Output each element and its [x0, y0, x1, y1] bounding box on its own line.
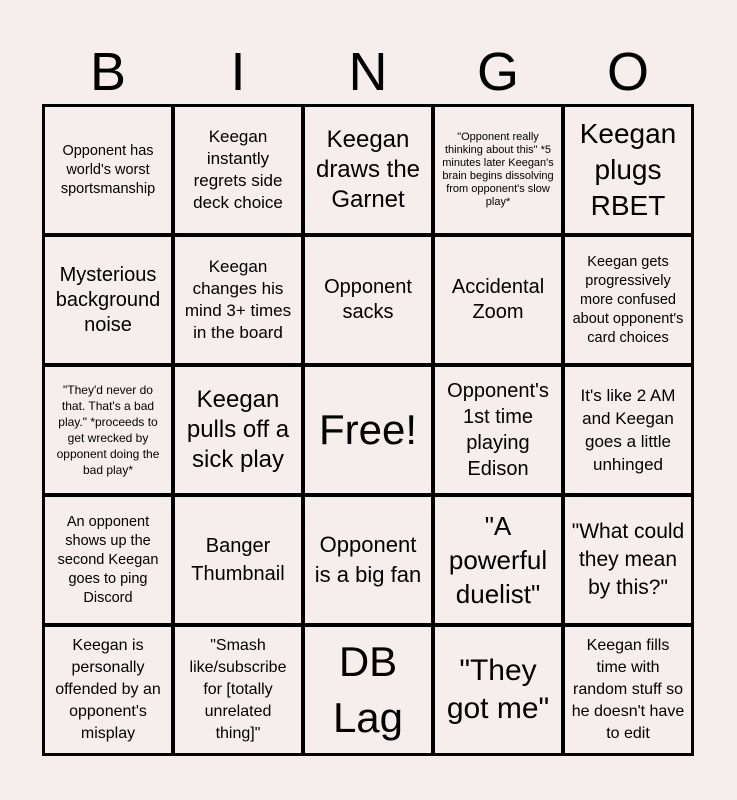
cell-text: Opponent sacks: [324, 276, 412, 323]
header-letter-i: I: [230, 42, 246, 102]
bingo-cell-free[interactable]: [303, 365, 433, 495]
bingo-cell[interactable]: [563, 495, 693, 625]
cell-text: Opponent has world's worst sportsmanship: [60, 142, 156, 197]
bingo-cell[interactable]: [173, 625, 303, 755]
bingo-cell[interactable]: [173, 365, 303, 495]
bingo-cell[interactable]: [43, 625, 173, 755]
cell-text: "What could they mean by this?": [571, 520, 685, 599]
bingo-cell[interactable]: [433, 625, 563, 755]
cell-text: Opponent is a big fan: [314, 532, 422, 587]
bingo-cell[interactable]: [173, 495, 303, 625]
cell-text: "They'd never do that. That's a bad play." *proceeds to get wrecked by opponent doing the bad play*: [56, 383, 160, 477]
header-letter-n: N: [348, 42, 388, 102]
cell-text: An opponent shows up the second Keegan goes to ping Discord: [57, 513, 159, 606]
cell-text: DB Lag: [332, 638, 404, 741]
bingo-cell[interactable]: [303, 235, 433, 365]
bingo-cell[interactable]: [43, 365, 173, 495]
cell-text: Keegan plugs RBET: [579, 118, 677, 221]
bingo-cell[interactable]: [173, 235, 303, 365]
bingo-card-grid: [42, 104, 694, 756]
bingo-cell[interactable]: [303, 625, 433, 755]
bingo-header: [43, 40, 693, 104]
bingo-cell[interactable]: [433, 235, 563, 365]
cell-text: "Smash like/subscribe for [totally unrelated thing]": [189, 637, 287, 742]
header-letter-g: G: [476, 42, 519, 102]
cell-text: Accidental Zoom: [451, 276, 545, 323]
cell-text: "A powerful duelist": [448, 511, 548, 609]
cell-text: Keegan gets progressively more confused about opponent's card choices: [572, 253, 684, 346]
bingo-cell[interactable]: [303, 105, 433, 235]
bingo-cell[interactable]: [433, 105, 563, 235]
cell-text: Mysterious background noise: [55, 263, 161, 336]
cell-text: "Opponent really thinking about this" *5 minutes later Keegan's brain begins dissolving from opponent's slow play*: [442, 131, 554, 208]
bingo-cell[interactable]: [433, 365, 563, 495]
cell-text: "They got me": [446, 654, 550, 725]
cell-text: Opponent's 1st time playing Edison: [447, 380, 549, 480]
header-letter-o: O: [606, 42, 649, 102]
bingo-cell[interactable]: [43, 235, 173, 365]
cell-text: Keegan fills time with random stuff so he doesn't have to edit: [571, 637, 685, 742]
cell-text: Keegan pulls off a sick play: [186, 386, 290, 473]
bingo-cell[interactable]: [563, 105, 693, 235]
bingo-cell[interactable]: [43, 495, 173, 625]
bingo-cell[interactable]: [563, 365, 693, 495]
bingo-cell[interactable]: [433, 495, 563, 625]
bingo-cell[interactable]: [173, 105, 303, 235]
bingo-cell[interactable]: [563, 235, 693, 365]
cell-text: Keegan is personally offended by an opponent's misplay: [55, 637, 161, 742]
cell-text: Keegan instantly regrets side deck choice: [193, 127, 283, 212]
cell-text: Banger Thumbnail: [191, 535, 285, 585]
bingo-cell[interactable]: [303, 495, 433, 625]
cell-text: Keegan draws the Garnet: [315, 126, 421, 213]
bingo-cell[interactable]: [563, 625, 693, 755]
header-letter-b: B: [89, 42, 127, 102]
cell-text: Keegan changes his mind 3+ times in the board: [184, 257, 292, 342]
bingo-cell[interactable]: [43, 105, 173, 235]
cell-text: It's like 2 AM and Keegan goes a little unhinged: [580, 386, 676, 474]
free-space-text: Free!: [318, 406, 418, 453]
